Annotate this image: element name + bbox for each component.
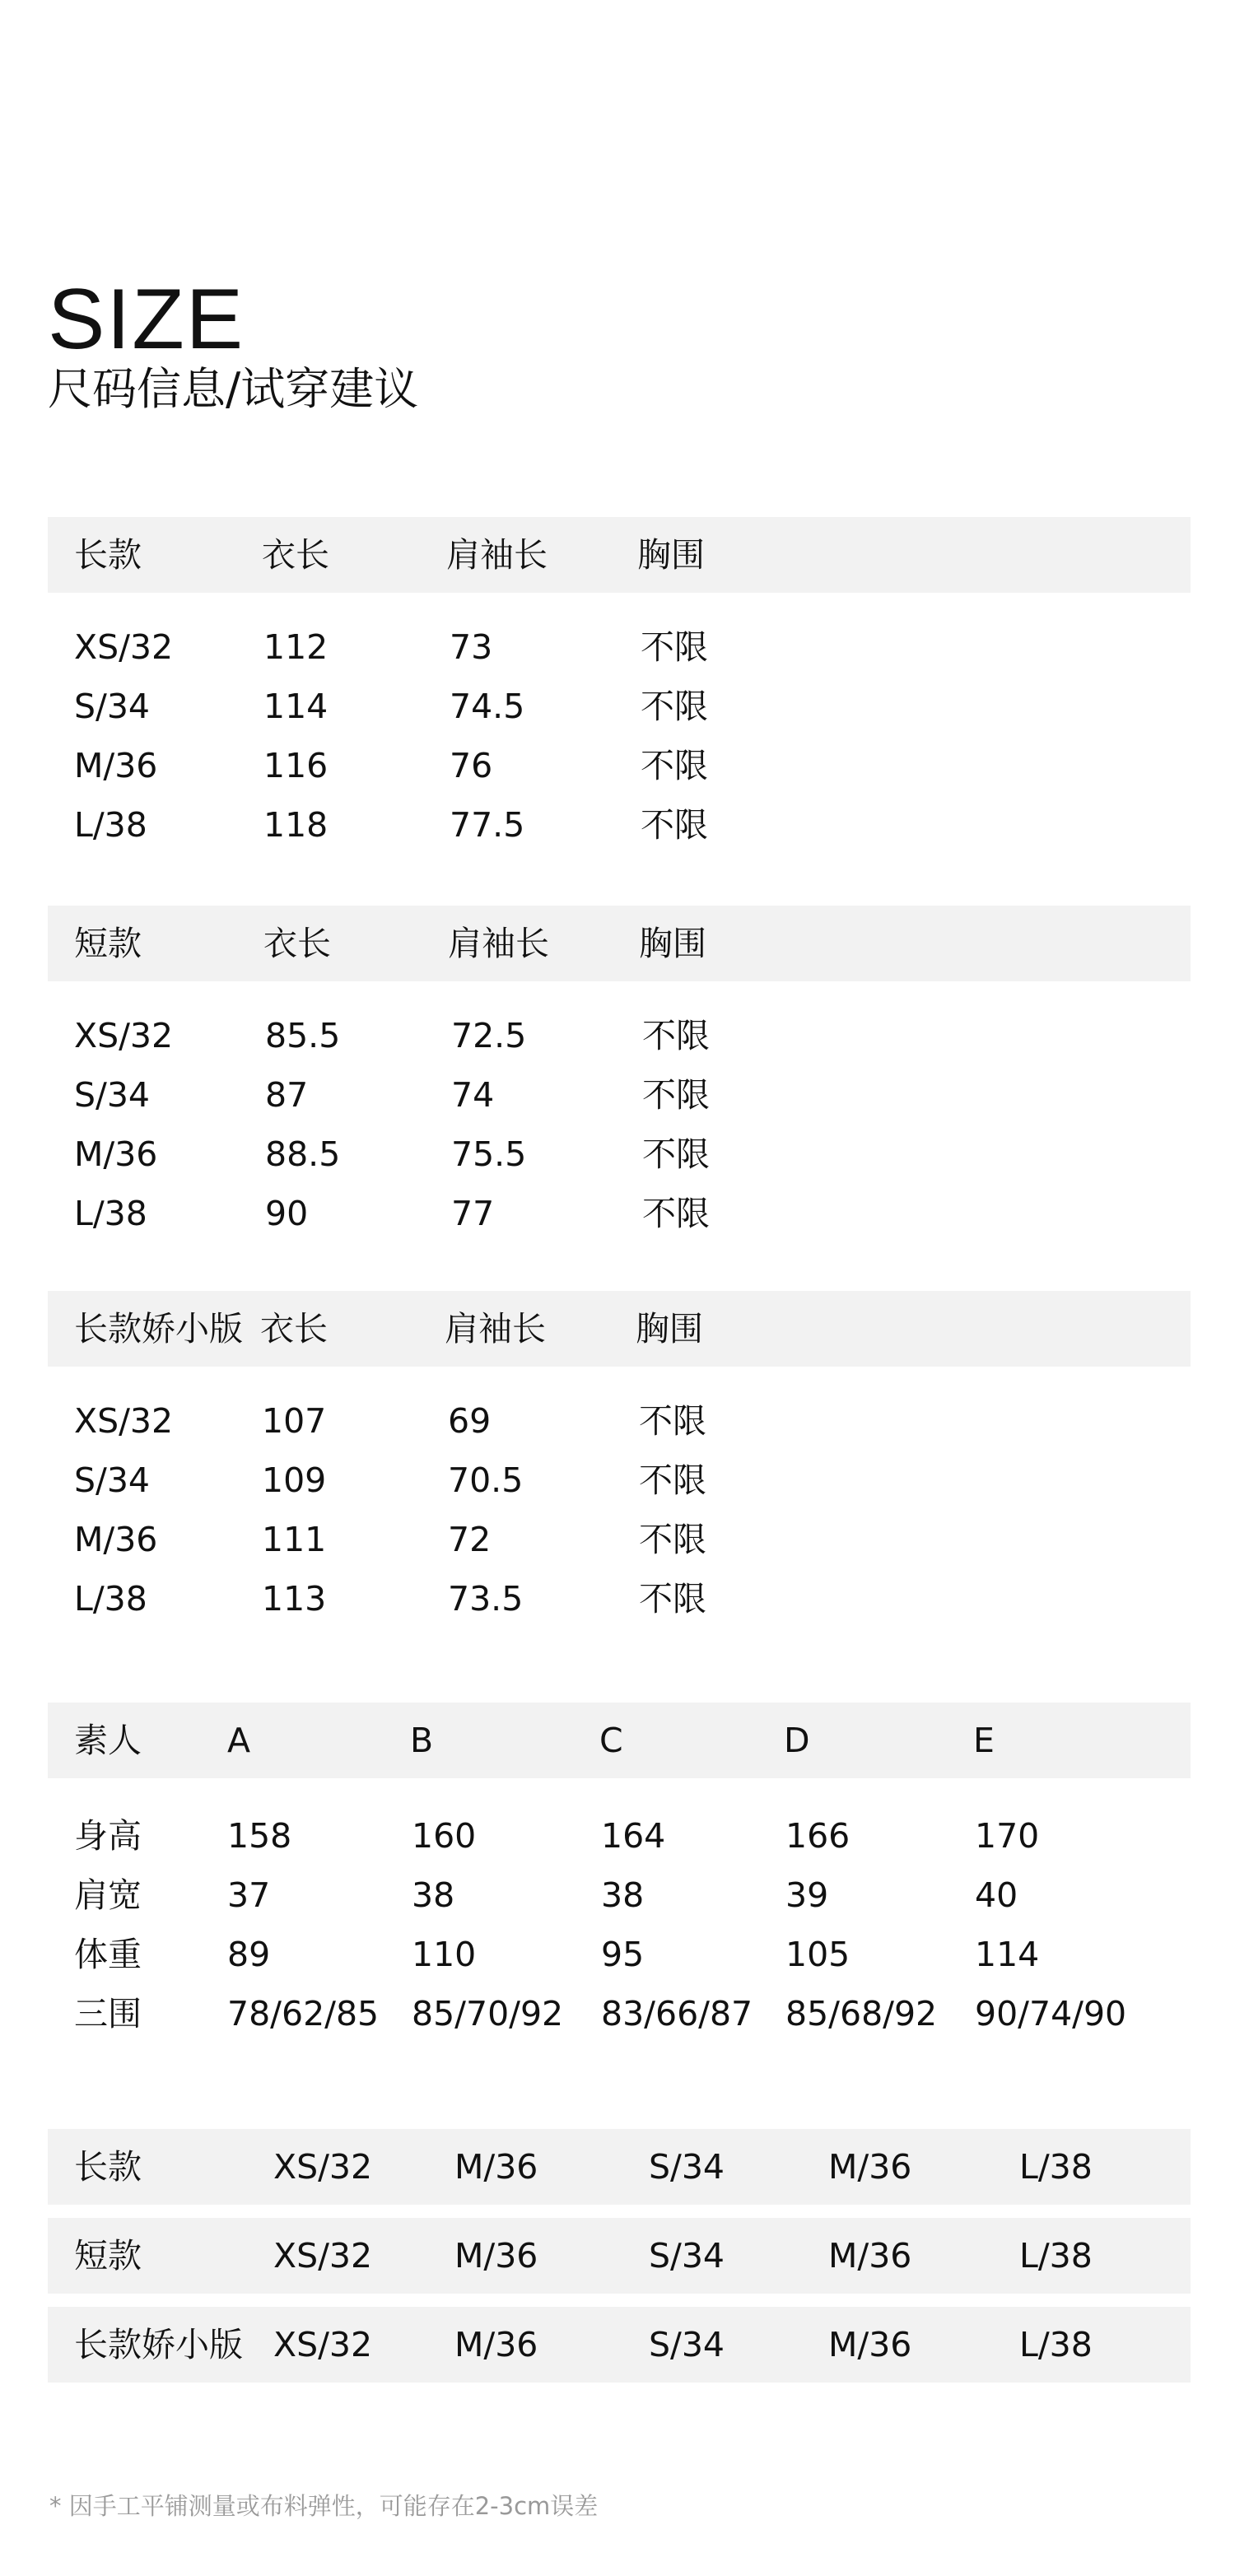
table-cell: 76	[450, 746, 493, 785]
header-cell: 胸围	[637, 535, 705, 575]
table-cell: 78/62/85	[227, 1994, 380, 2033]
table-row	[48, 2129, 1191, 2205]
table-cell: XS/32	[74, 1401, 174, 1441]
table-cell: 160	[412, 1816, 477, 1856]
header-cell: B	[410, 1721, 434, 1760]
footnote: * 因手工平铺测量或布料弹性，可能存在2-3cm误差	[49, 2492, 599, 2520]
page-subtitle: 尺码信息/试穿建议	[48, 363, 419, 415]
table-cell: L/38	[74, 1579, 147, 1619]
header-cell: 肩袖长	[448, 924, 549, 963]
table-cell: XS/32	[273, 2325, 373, 2364]
table-cell: S/34	[74, 687, 151, 726]
table-cell: 不限	[639, 1460, 706, 1500]
table-cell: 长款娇小版	[74, 2325, 243, 2364]
table-cell: 不限	[639, 1401, 706, 1441]
table-cell: L/38	[1019, 2325, 1093, 2364]
table-cell: 不限	[642, 1194, 710, 1233]
header-cell: D	[784, 1721, 810, 1760]
table-cell: 83/66/87	[601, 1994, 753, 2033]
table-cell: 85.5	[265, 1016, 341, 1055]
table-cell: 166	[785, 1816, 851, 1856]
table-cell: 肩宽	[74, 1875, 142, 1915]
table-cell: 90/74/90	[975, 1994, 1127, 2033]
table-cell: M/36	[454, 2147, 538, 2187]
table-cell: 39	[785, 1875, 829, 1915]
table-cell: 77	[451, 1194, 495, 1233]
table-cell: XS/32	[273, 2147, 373, 2187]
table-cell: M/36	[74, 1520, 158, 1559]
table-cell: 110	[412, 1935, 477, 1974]
table-cell: M/36	[454, 2236, 538, 2276]
table-cell: 身高	[74, 1816, 142, 1856]
table-cell: 不限	[641, 805, 708, 845]
page-title: SIZE	[48, 272, 245, 367]
table-cell: S/34	[74, 1460, 151, 1500]
table-cell: 体重	[74, 1935, 142, 1974]
table-cell: 112	[263, 627, 329, 667]
table-cell: 95	[601, 1935, 645, 1974]
table-cell: 38	[601, 1875, 645, 1915]
table-cell: 158	[227, 1816, 292, 1856]
table-cell: 107	[262, 1401, 327, 1441]
table-cell: 87	[265, 1075, 309, 1115]
table-cell: S/34	[649, 2147, 725, 2187]
table-cell: M/36	[828, 2147, 912, 2187]
table-cell: XS/32	[74, 627, 174, 667]
header-cell: 长款娇小版	[74, 1309, 243, 1349]
table-cell: M/36	[74, 746, 158, 785]
table-cell: 长款	[74, 2147, 142, 2187]
header-cell: 肩袖长	[445, 1309, 546, 1349]
table-cell: 不限	[641, 627, 708, 667]
table-row	[48, 2218, 1191, 2294]
table-cell: L/38	[74, 1194, 147, 1233]
table-cell: XS/32	[74, 1016, 174, 1055]
header-cell: 肩袖长	[446, 535, 548, 575]
table-cell: 73	[450, 627, 493, 667]
header-cell: 长款	[74, 535, 142, 575]
table-cell: L/38	[1019, 2147, 1093, 2187]
table-cell: 109	[262, 1460, 327, 1500]
table-cell: 85/68/92	[785, 1994, 938, 2033]
table-cell: 118	[263, 805, 329, 845]
table-cell: 74.5	[450, 687, 525, 726]
table-cell: 164	[601, 1816, 666, 1856]
table-cell: XS/32	[273, 2236, 373, 2276]
header-cell: 胸围	[639, 924, 706, 963]
table-cell: 短款	[74, 2236, 142, 2276]
table-cell: 不限	[642, 1075, 710, 1115]
table-row	[48, 2307, 1191, 2383]
table-cell: 70.5	[448, 1460, 524, 1500]
table-cell: 90	[265, 1194, 309, 1233]
table-cell: 73.5	[448, 1579, 524, 1619]
table-cell: 69	[448, 1401, 492, 1441]
header-cell: 衣长	[263, 924, 331, 963]
header-cell: C	[599, 1721, 623, 1760]
table-cell: 105	[785, 1935, 851, 1974]
header-cell: 胸围	[636, 1309, 703, 1349]
table-cell: 不限	[641, 746, 708, 785]
table-cell: M/36	[74, 1134, 158, 1174]
table-cell: 111	[262, 1520, 327, 1559]
table-cell: 72	[448, 1520, 492, 1559]
table-cell: 37	[227, 1875, 271, 1915]
table-cell: 170	[975, 1816, 1040, 1856]
table-cell: 72.5	[451, 1016, 527, 1055]
table-cell: S/34	[74, 1075, 151, 1115]
table-cell: 116	[263, 746, 329, 785]
table-header	[48, 906, 1191, 981]
table-cell: 74	[451, 1075, 495, 1115]
table-cell: L/38	[1019, 2236, 1093, 2276]
table-cell: S/34	[649, 2236, 725, 2276]
table-cell: M/36	[454, 2325, 538, 2364]
table-cell: 38	[412, 1875, 455, 1915]
table-cell: 40	[975, 1875, 1018, 1915]
table-cell: 113	[262, 1579, 327, 1619]
table-cell: 114	[263, 687, 329, 726]
header-cell: E	[973, 1721, 995, 1760]
table-cell: M/36	[828, 2325, 912, 2364]
header-cell: A	[227, 1721, 251, 1760]
table-cell: 85/70/92	[412, 1994, 564, 2033]
table-cell: L/38	[74, 805, 147, 845]
table-cell: 88.5	[265, 1134, 341, 1174]
header-cell: 素人	[74, 1721, 142, 1760]
table-cell: 75.5	[451, 1134, 527, 1174]
table-cell: 三围	[74, 1994, 142, 2033]
table-cell: 不限	[642, 1016, 710, 1055]
table-cell: 不限	[642, 1134, 710, 1174]
table-cell: 89	[227, 1935, 271, 1974]
header-cell: 衣长	[262, 535, 329, 575]
table-header	[48, 1291, 1191, 1367]
table-cell: 不限	[641, 687, 708, 726]
table-cell: 不限	[639, 1520, 706, 1559]
table-header	[48, 517, 1191, 593]
header-cell: 衣长	[260, 1309, 328, 1349]
header-cell: 短款	[74, 924, 142, 963]
table-cell: 不限	[639, 1579, 706, 1619]
table-cell: 114	[975, 1935, 1040, 1974]
table-cell: S/34	[649, 2325, 725, 2364]
table-cell: M/36	[828, 2236, 912, 2276]
table-cell: 77.5	[450, 805, 525, 845]
table-header	[48, 1703, 1191, 1778]
